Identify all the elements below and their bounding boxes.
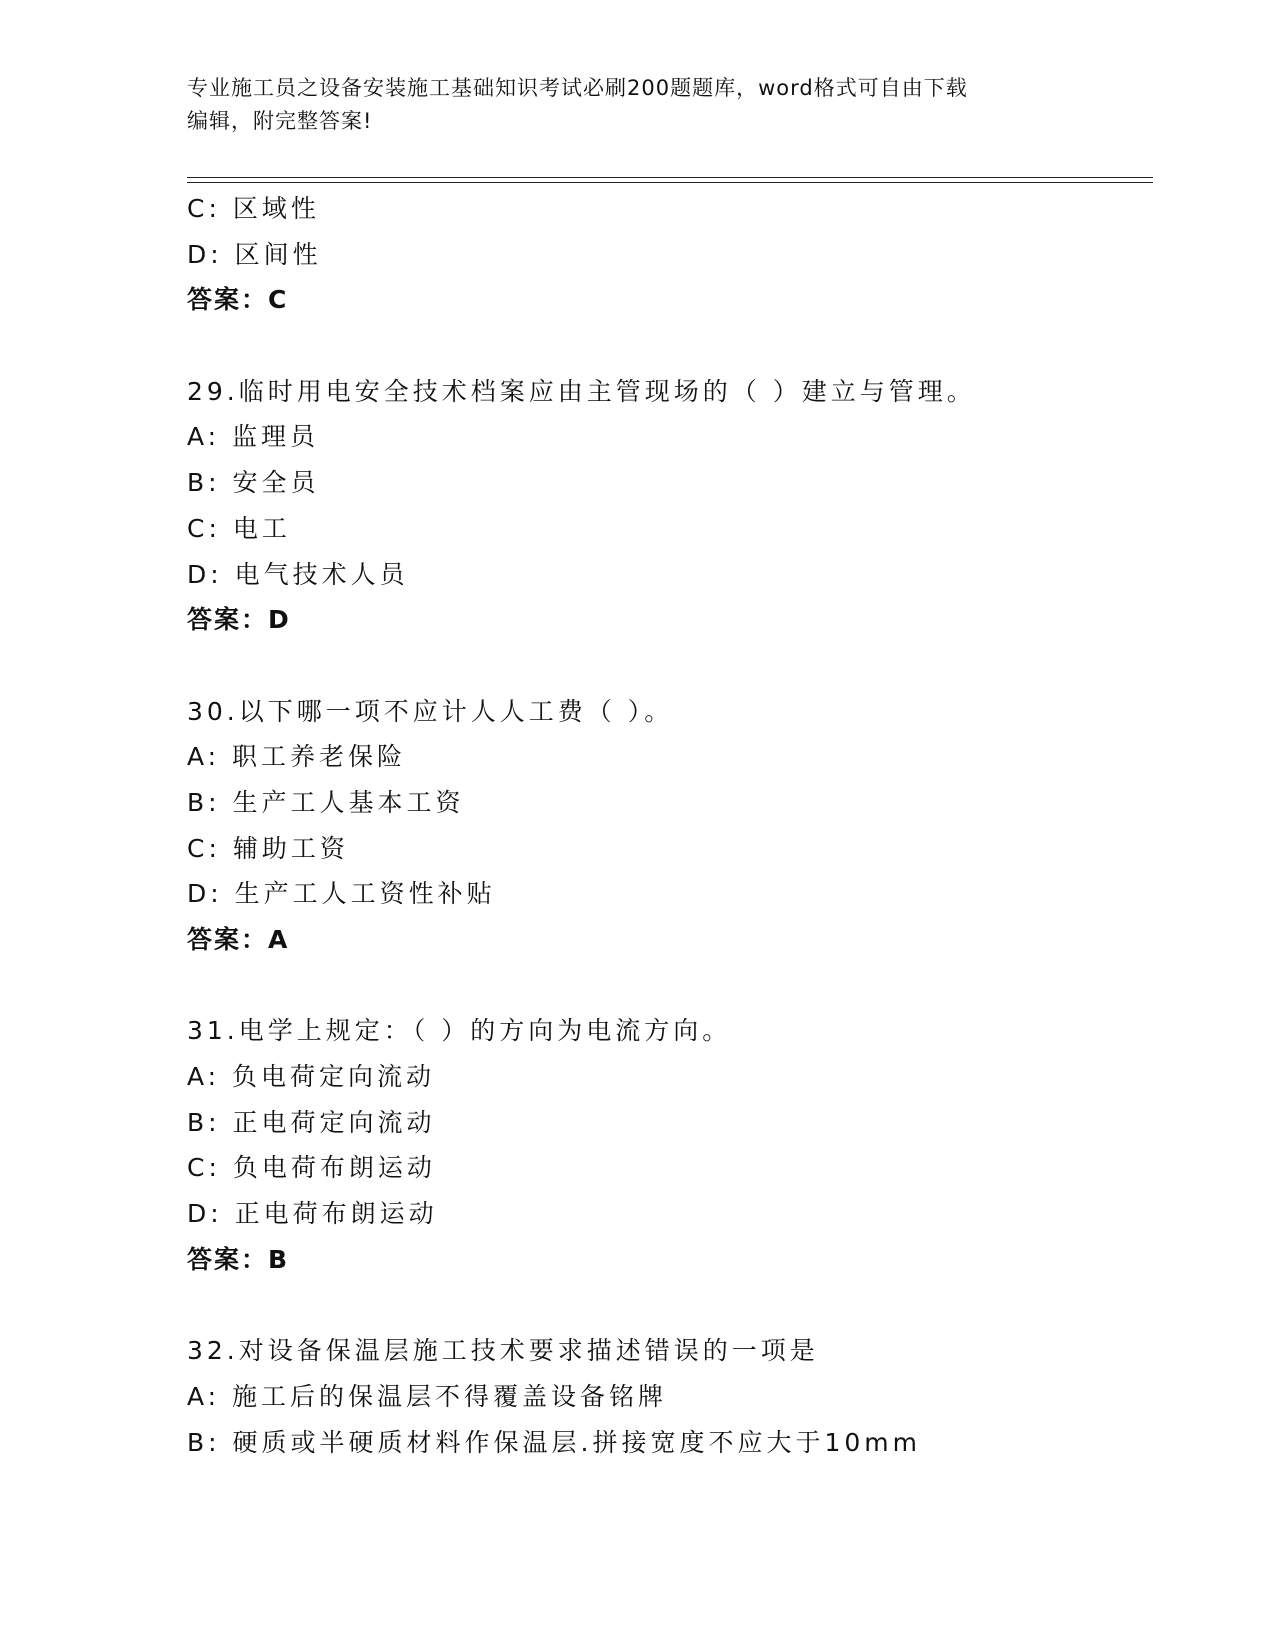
header-divider-bottom: [187, 182, 1153, 183]
option-b: B: 正电荷定向流动: [187, 1107, 436, 1137]
option-c: C: 辅助工资: [187, 833, 349, 863]
option-b: B: 硬质或半硬质材料作保温层.拼接宽度不应大于10mm: [187, 1427, 921, 1457]
question-list: [187, 186, 1147, 1465]
option-d: D: 电气技术人员: [187, 559, 409, 589]
spacer: [187, 323, 1147, 369]
answer: 答案：B: [187, 1244, 290, 1274]
question-30: [187, 689, 1147, 963]
question-text: 32.对设备保温层施工技术要求描述错误的一项是: [187, 1336, 819, 1366]
option-c: C: 负电荷布朗运动: [187, 1153, 436, 1183]
header-line-1: 专业施工员之设备安装施工基础知识考试必刷200题题库，word格式可自由下载: [187, 76, 968, 100]
question-32: [187, 1328, 1147, 1465]
question-29: [187, 369, 1147, 643]
spacer: [187, 963, 1147, 1009]
question-text: 30.以下哪一项不应计人人工费（ ）。: [187, 696, 674, 726]
answer: 答案：C: [187, 285, 289, 315]
option-d: D: 生产工人工资性补贴: [187, 879, 496, 909]
header-line-2: 编辑，附完整答案!: [187, 109, 373, 133]
option-a: A: 负电荷定向流动: [187, 1062, 436, 1092]
question-text: 31.电学上规定：（ ）的方向为电流方向。: [187, 1016, 732, 1046]
option-c: C: 区域性: [187, 194, 320, 223]
option-a: A: 施工后的保温层不得覆盖设备铭牌: [187, 1381, 668, 1411]
option-d: D: 区间性: [187, 239, 322, 269]
spacer: [187, 1283, 1147, 1329]
question-28: [187, 186, 1147, 323]
option-a: A: 职工养老保险: [187, 742, 407, 772]
spacer: [187, 643, 1147, 689]
question-31: [187, 1008, 1147, 1282]
answer: 答案：A: [187, 925, 290, 954]
question-text: 29.临时用电安全技术档案应由主管现场的（ ）建立与管理。: [187, 376, 976, 406]
option-a: A: 监理员: [187, 422, 320, 452]
option-b: B: 安全员: [187, 468, 320, 498]
header-divider-top: [187, 177, 1153, 178]
option-b: B: 生产工人基本工资: [187, 787, 465, 817]
option-c: C: 电工: [187, 513, 291, 543]
document-header: [187, 72, 1087, 138]
answer: 答案：D: [187, 605, 291, 635]
option-d: D: 正电荷布朗运动: [187, 1199, 438, 1229]
